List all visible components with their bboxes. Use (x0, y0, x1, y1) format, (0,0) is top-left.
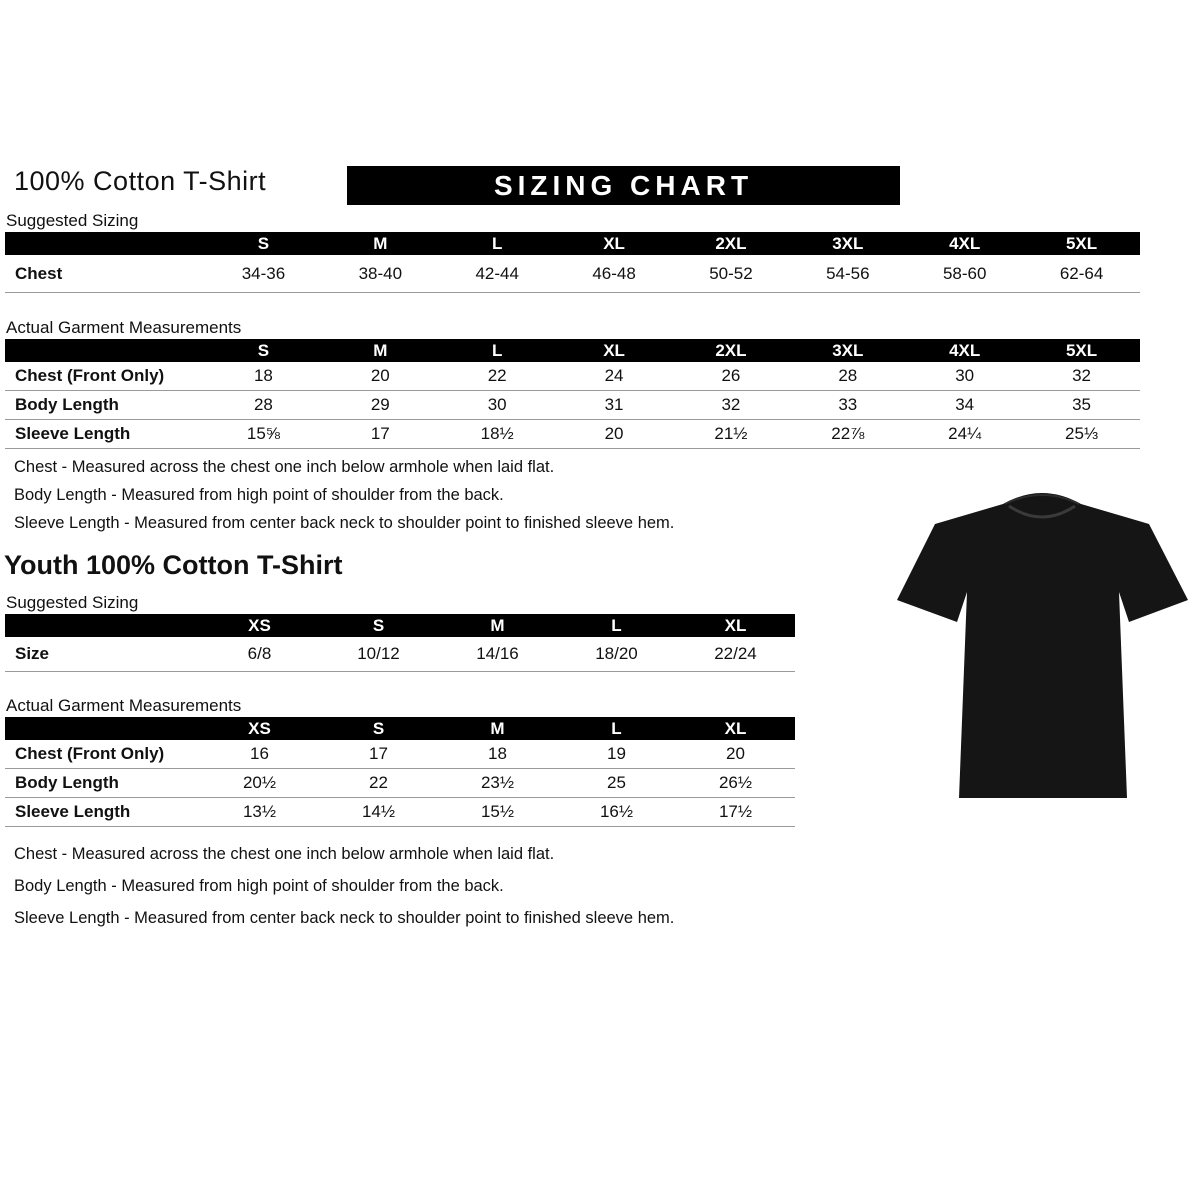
cell: 19 (557, 740, 676, 769)
table-header-row (5, 614, 795, 637)
adult-actual-measurements-table (5, 339, 1140, 449)
cell: 22⅞ (789, 420, 906, 449)
cell: 22 (319, 769, 438, 798)
cell: 18½ (439, 420, 556, 449)
adult-suggested-sizing-table (5, 232, 1140, 293)
table-row (5, 740, 795, 769)
cell: 20 (556, 420, 673, 449)
cell: 42-44 (439, 255, 556, 293)
cell: 28 (205, 391, 322, 420)
cell: 18/20 (557, 637, 676, 672)
cell: 14/16 (438, 637, 557, 672)
size-col-header: XS (200, 614, 319, 637)
row-label: Chest (Front Only) (5, 362, 205, 391)
youth-suggested-sizing-label: Suggested Sizing (6, 593, 139, 612)
size-col-header: XL (676, 614, 795, 637)
cell: 25⅓ (1023, 420, 1140, 449)
row-label: Body Length (5, 391, 205, 420)
cell: 18 (205, 362, 322, 391)
row-label: Sleeve Length (5, 798, 200, 827)
cell: 26½ (676, 769, 795, 798)
size-col-header: L (557, 717, 676, 740)
table-row (5, 255, 1140, 293)
tshirt-icon (895, 478, 1190, 813)
cell: 17½ (676, 798, 795, 827)
size-col-header: 4XL (906, 232, 1023, 255)
adult-suggested-sizing-label: Suggested Sizing (6, 211, 139, 230)
row-label: Chest (5, 255, 205, 293)
size-col-header: XL (556, 232, 673, 255)
note-chest: Chest - Measured across the chest one inch below armhole when laid flat. (14, 845, 555, 863)
youth-actual-measurements-label: Actual Garment Measurements (6, 696, 242, 715)
table-row (5, 798, 795, 827)
size-col-header: L (439, 232, 556, 255)
table-row (5, 637, 795, 672)
size-col-header: 3XL (789, 232, 906, 255)
cell: 22/24 (676, 637, 795, 672)
cell: 20 (676, 740, 795, 769)
cell: 24 (556, 362, 673, 391)
size-col-header: 2XL (673, 232, 790, 255)
cell: 20½ (200, 769, 319, 798)
youth-suggested-sizing-table (5, 614, 795, 672)
size-col-header: XS (200, 717, 319, 740)
cell: 58-60 (906, 255, 1023, 293)
note-chest: Chest - Measured across the chest one inch below armhole when laid flat. (14, 458, 555, 476)
table-header-row (5, 339, 1140, 362)
adult-actual-measurements-label: Actual Garment Measurements (6, 318, 242, 337)
table-row (5, 362, 1140, 391)
cell: 10/12 (319, 637, 438, 672)
cell: 30 (439, 391, 556, 420)
note-sleeve-length: Sleeve Length - Measured from center back neck to shoulder point to finished sleeve hem. (14, 909, 675, 927)
cell: 24¼ (906, 420, 1023, 449)
cell: 33 (789, 391, 906, 420)
cell: 26 (673, 362, 790, 391)
cell: 17 (322, 420, 439, 449)
corner-cell (5, 232, 205, 255)
size-col-header: L (557, 614, 676, 637)
cell: 22 (439, 362, 556, 391)
cell: 15½ (438, 798, 557, 827)
cell: 17 (319, 740, 438, 769)
youth-section-title: Youth 100% Cotton T-Shirt (4, 550, 343, 580)
cell: 20 (322, 362, 439, 391)
page-title: 100% Cotton T-Shirt (14, 166, 267, 196)
cell: 16½ (557, 798, 676, 827)
cell: 15⅝ (205, 420, 322, 449)
size-col-header: M (438, 717, 557, 740)
cell: 16 (200, 740, 319, 769)
cell: 14½ (319, 798, 438, 827)
youth-actual-measurements-table (5, 717, 795, 827)
cell: 50-52 (673, 255, 790, 293)
size-col-header: L (439, 339, 556, 362)
size-col-header: S (205, 339, 322, 362)
size-col-header: 3XL (789, 339, 906, 362)
cell: 32 (1023, 362, 1140, 391)
cell: 21½ (673, 420, 790, 449)
cell: 6/8 (200, 637, 319, 672)
cell: 13½ (200, 798, 319, 827)
corner-cell (5, 614, 200, 637)
adult-measurement-notes (14, 458, 674, 542)
note-body-length: Body Length - Measured from high point of shoulder from the back. (14, 486, 504, 504)
cell: 30 (906, 362, 1023, 391)
cell: 25 (557, 769, 676, 798)
size-col-header: XL (556, 339, 673, 362)
cell: 38-40 (322, 255, 439, 293)
row-label: Chest (Front Only) (5, 740, 200, 769)
cell: 35 (1023, 391, 1140, 420)
cell: 54-56 (789, 255, 906, 293)
table-header-row (5, 232, 1140, 255)
cell: 32 (673, 391, 790, 420)
table-row (5, 769, 795, 798)
size-col-header: 5XL (1023, 232, 1140, 255)
table-row (5, 391, 1140, 420)
size-col-header: M (322, 232, 439, 255)
cell: 34 (906, 391, 1023, 420)
cell: 34-36 (205, 255, 322, 293)
cell: 46-48 (556, 255, 673, 293)
size-col-header: S (319, 614, 438, 637)
table-header-row (5, 717, 795, 740)
table-row (5, 420, 1140, 449)
size-col-header: 2XL (673, 339, 790, 362)
corner-cell (5, 339, 205, 362)
size-col-header: S (319, 717, 438, 740)
size-col-header: XL (676, 717, 795, 740)
cell: 18 (438, 740, 557, 769)
size-col-header: M (438, 614, 557, 637)
cell: 62-64 (1023, 255, 1140, 293)
tshirt-product-image (895, 478, 1190, 813)
note-sleeve-length: Sleeve Length - Measured from center back neck to shoulder point to finished sleeve hem. (14, 514, 675, 532)
cell: 23½ (438, 769, 557, 798)
size-col-header: M (322, 339, 439, 362)
row-label: Sleeve Length (5, 420, 205, 449)
size-col-header: 5XL (1023, 339, 1140, 362)
cell: 29 (322, 391, 439, 420)
size-col-header: 4XL (906, 339, 1023, 362)
cell: 28 (789, 362, 906, 391)
row-label: Body Length (5, 769, 200, 798)
youth-measurement-notes (14, 845, 674, 941)
corner-cell (5, 717, 200, 740)
cell: 31 (556, 391, 673, 420)
size-col-header: S (205, 232, 322, 255)
note-body-length: Body Length - Measured from high point of shoulder from the back. (14, 877, 504, 895)
row-label: Size (5, 637, 200, 672)
sizing-chart-banner: SIZING CHART (347, 166, 900, 205)
